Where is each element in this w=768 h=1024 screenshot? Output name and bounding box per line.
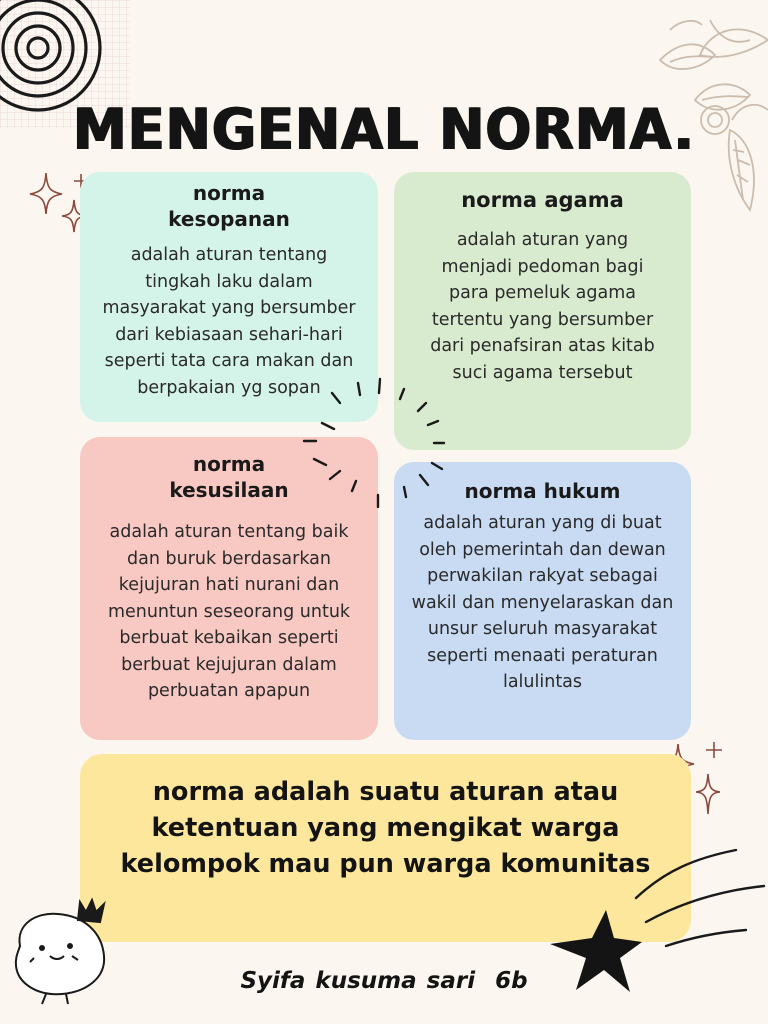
card-body: adalah aturan tentang baik dan buruk berdasarkan kejujuran hati nurani dan menuntun seseorang untuk berbuat kebaikan seperti berbuat kejujuran dalam perbuatan apapun xyxy=(107,522,351,701)
card-body: adalah aturan tentang tingkah laku dalam masyarakat yang bersumber dari kebiasaan sehari-hari seperti tata cara makan dan berpakaian yg sopan xyxy=(102,245,356,398)
card-heading: norma agama xyxy=(461,188,624,212)
author-credit: Syifa kusuma sari 6b xyxy=(240,968,528,994)
page-title: MENGENAL NORMA. xyxy=(73,96,695,163)
burst-lines-icon xyxy=(300,375,460,515)
summary-text: norma adalah suatu aturan atau ketentuan yang mengikat warga kelompok mau pun warga komunitas xyxy=(120,777,651,879)
card-heading: norma hukum xyxy=(464,479,621,503)
card-body: adalah aturan yang menjadi pedoman bagi para pemeluk agama tertentu yang bersumber dari penafsiran atas kitab suci agama tersebut xyxy=(430,230,655,383)
card-body: adalah aturan yang di buat oleh pemerintah dan dewan perwakilan rakyat sebagai wakil dan menyelaraskan dan unsur seluruh masyarakat seperti menaati peraturan lalulintas xyxy=(411,513,674,692)
card-heading: norma kesusilaan xyxy=(169,452,289,502)
card-heading: norma kesopanan xyxy=(168,181,290,231)
